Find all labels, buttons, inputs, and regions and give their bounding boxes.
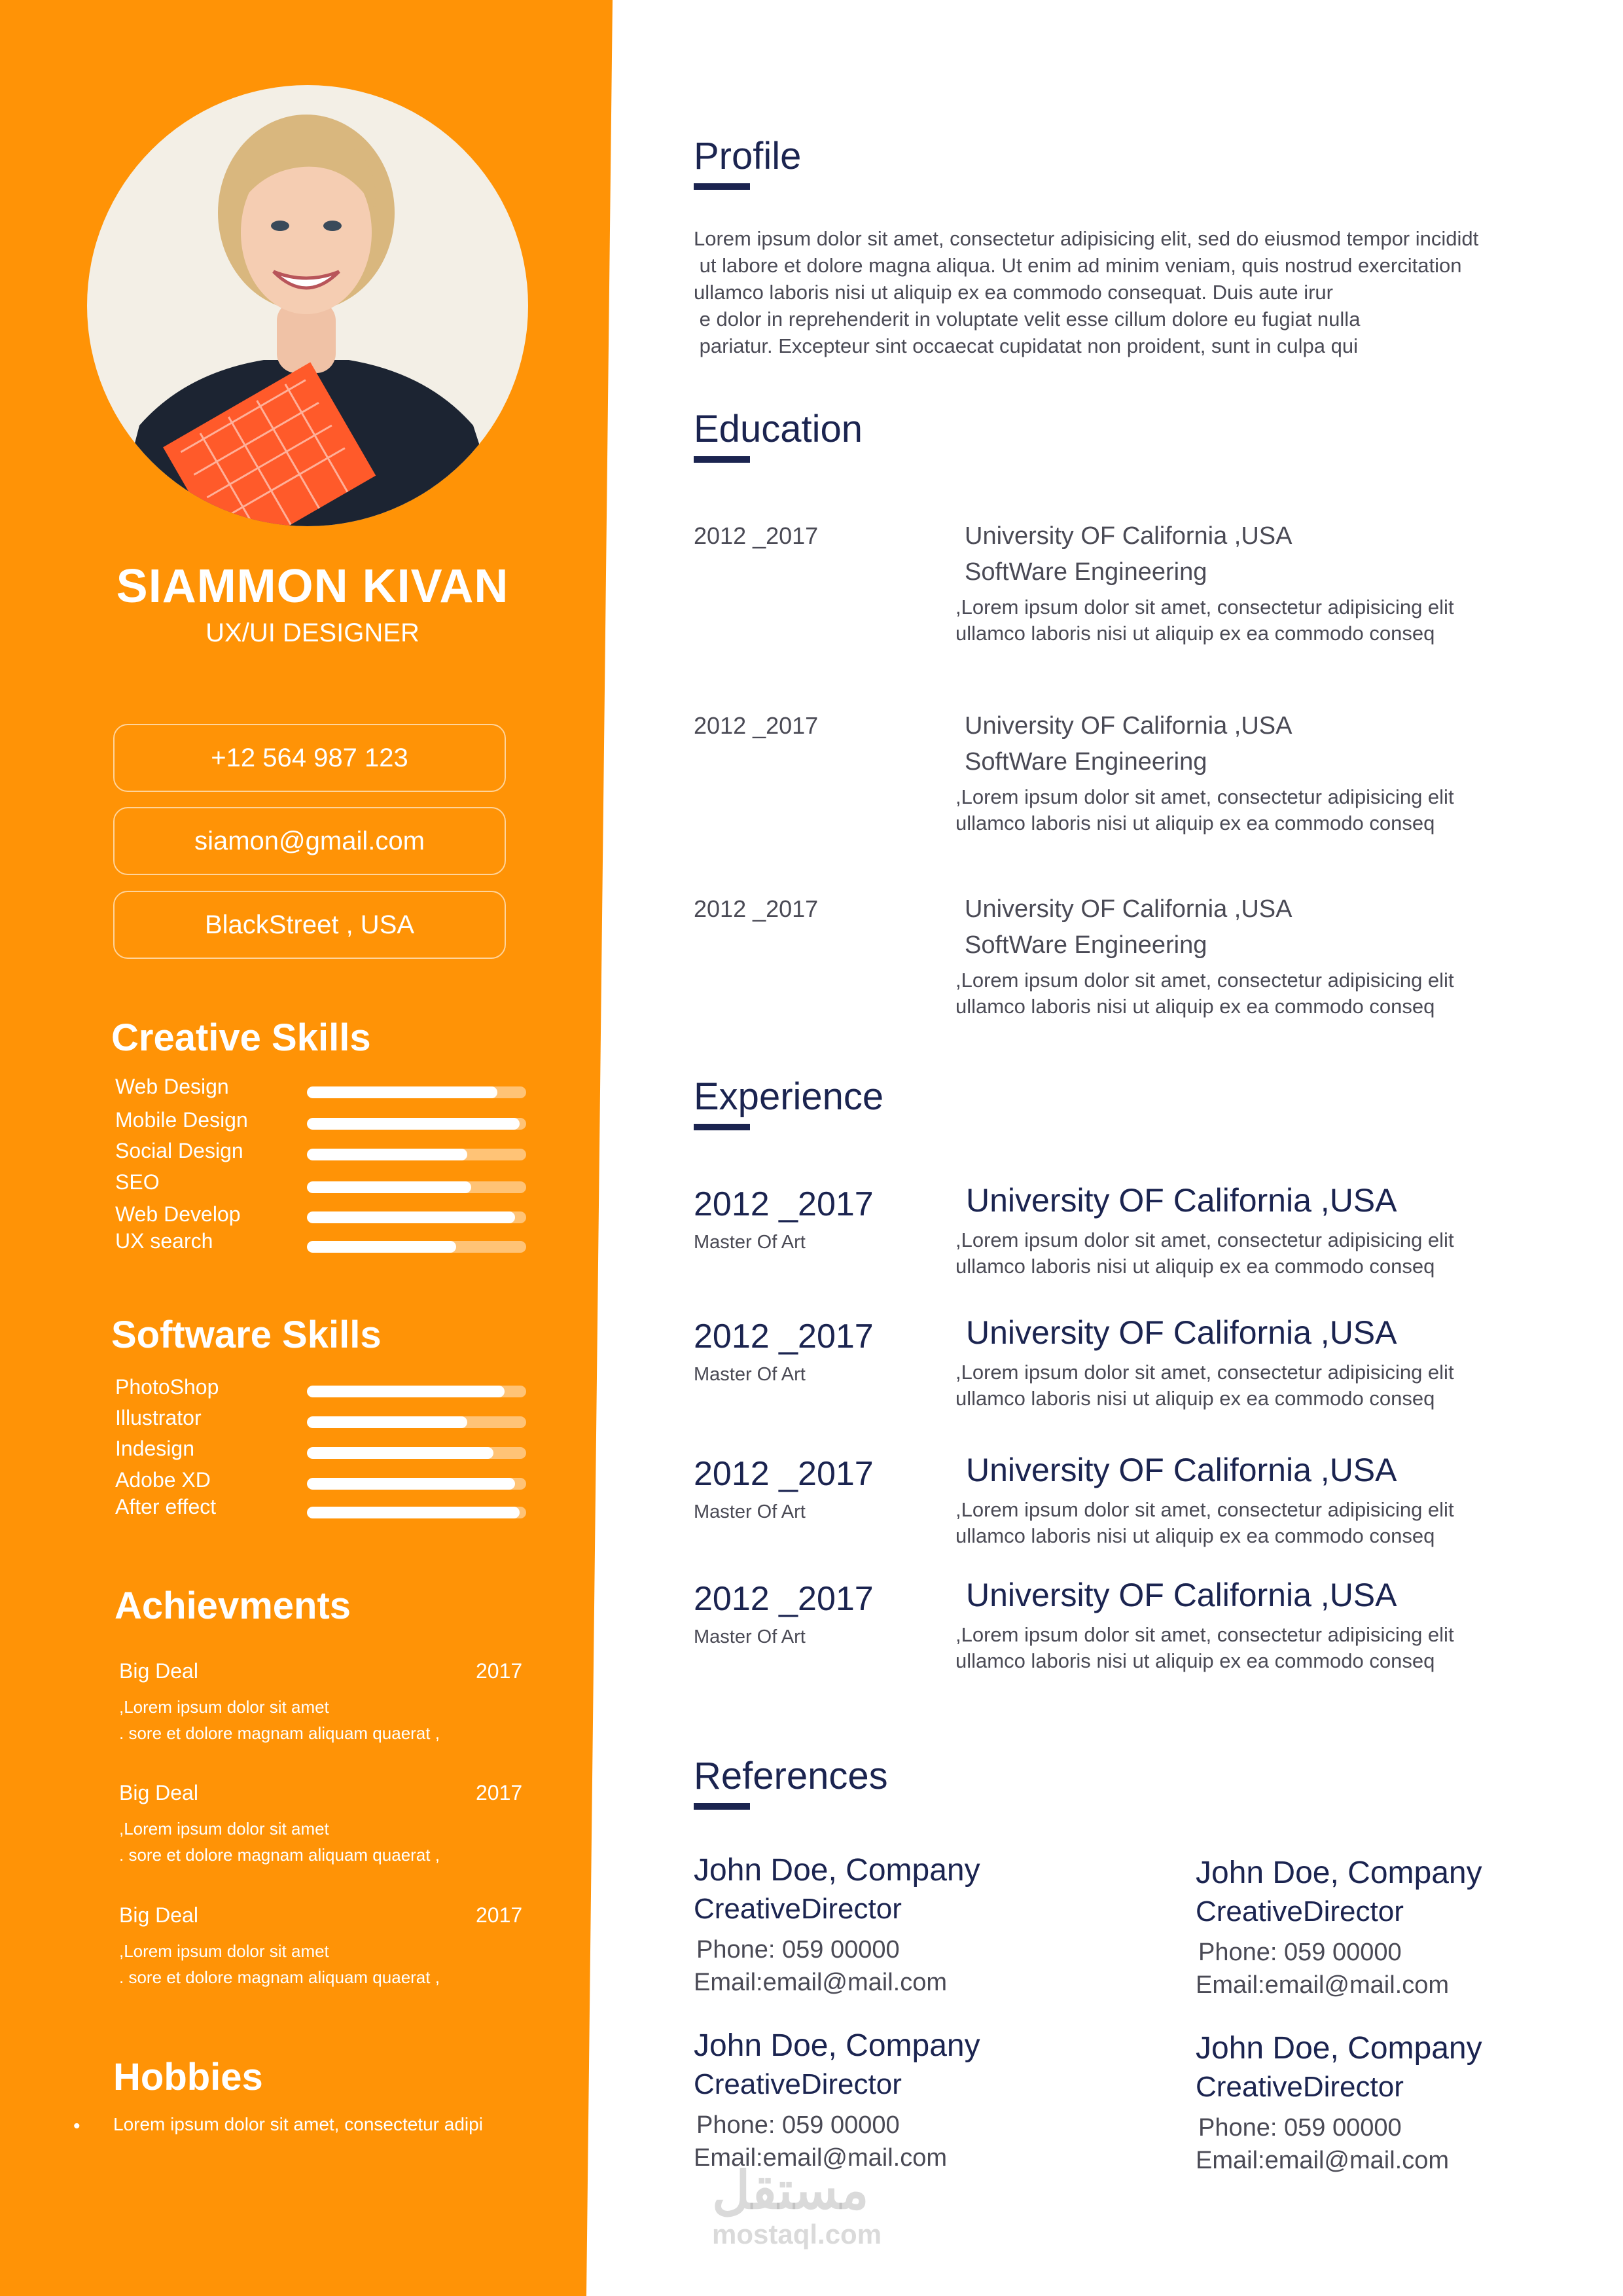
- skill-bar-fill: [307, 1507, 520, 1518]
- education-description: ,Lorem ipsum dolor sit amet, consectetur adipisicing elit: [955, 596, 1454, 619]
- achievement-line: . sore et dolore magnam aliquam quaerat ,: [119, 1967, 440, 1987]
- achievement-line: ,Lorem ipsum dolor sit amet: [119, 1697, 329, 1717]
- skill-label: After effect: [115, 1495, 217, 1518]
- watermark-latin: mostaql.com: [712, 2219, 882, 2250]
- profile-line: ut labore et dolore magna aliqua. Ut enim ad minim veniam, quis nostrud exercitation: [694, 254, 1462, 277]
- experience-degree: Master Of Art: [694, 1626, 806, 1647]
- achievement-line: ,Lorem ipsum dolor sit amet: [119, 1819, 329, 1839]
- achievement-year: 2017: [476, 1781, 523, 1804]
- skill-label: Web Develop: [115, 1202, 241, 1226]
- address-field[interactable]: BlackStreet , USA: [113, 891, 506, 959]
- experience-years: 2012 _2017: [694, 1185, 874, 1223]
- skill-label: Mobile Design: [115, 1108, 248, 1132]
- experience-underline: [694, 1124, 750, 1130]
- achievements-title: Achievments: [115, 1585, 351, 1627]
- skill-label: PhotoShop: [115, 1375, 219, 1399]
- person-name: SIAMMON KIVAN: [116, 560, 509, 613]
- experience-university: University OF California ,USA: [966, 1577, 1397, 1613]
- reference-title: CreativeDirector: [1196, 2071, 1404, 2103]
- profile-line: ullamco laboris nisi ut aliquip ex ea commodo consequat. Duis aute irur: [694, 281, 1333, 304]
- profile-title: Profile: [694, 135, 802, 177]
- person-role: UX/UI DESIGNER: [205, 619, 419, 647]
- achievement-title: Big Deal: [119, 1781, 198, 1804]
- hobbies-title: Hobbies: [113, 2056, 263, 2098]
- experience-description: ullamco laboris nisi ut aliquip ex ea commodo conseq: [955, 1649, 1435, 1672]
- reference-phone: Phone: 059 00000: [696, 1936, 900, 1964]
- experience-university: University OF California ,USA: [966, 1314, 1397, 1351]
- experience-years: 2012 _2017: [694, 1318, 874, 1355]
- reference-title: CreativeDirector: [1196, 1895, 1404, 1928]
- experience-description: ,Lorem ipsum dolor sit amet, consectetur adipisicing elit: [955, 1623, 1454, 1646]
- skill-bar-fill: [307, 1478, 515, 1490]
- creative-skills-title: Creative Skills: [111, 1016, 371, 1059]
- achievement-title: Big Deal: [119, 1659, 198, 1683]
- reference-email: Email:email@mail.com: [694, 1969, 947, 1996]
- education-description: ullamco laboris nisi ut aliquip ex ea commodo conseq: [955, 812, 1435, 834]
- education-description: ,Lorem ipsum dolor sit amet, consectetur adipisicing elit: [955, 969, 1454, 992]
- reference-name: John Doe, Company: [694, 1853, 980, 1888]
- experience-description: ,Lorem ipsum dolor sit amet, consectetur adipisicing elit: [955, 1361, 1454, 1384]
- skill-bar: [307, 1086, 526, 1098]
- experience-years: 2012 _2017: [694, 1580, 874, 1618]
- skill-bar: [307, 1118, 526, 1130]
- reference-title: CreativeDirector: [694, 1893, 902, 1925]
- skill-bar: [307, 1478, 526, 1490]
- education-university: University OF California ,USA: [965, 712, 1293, 740]
- education-description: ,Lorem ipsum dolor sit amet, consectetur adipisicing elit: [955, 785, 1454, 808]
- reference-name: John Doe, Company: [1196, 2031, 1482, 2066]
- skill-bar: [307, 1241, 526, 1253]
- reference-phone: Phone: 059 00000: [696, 2111, 900, 2139]
- skill-bar: [307, 1416, 526, 1428]
- achievement-line: . sore et dolore magnam aliquam quaerat ,: [119, 1845, 440, 1865]
- skill-label: Illustrator: [115, 1406, 202, 1429]
- experience-description: ullamco laboris nisi ut aliquip ex ea commodo conseq: [955, 1255, 1435, 1278]
- education-years: 2012 _2017: [694, 522, 819, 549]
- education-description: ullamco laboris nisi ut aliquip ex ea commodo conseq: [955, 995, 1435, 1018]
- reference-email: Email:email@mail.com: [1196, 1971, 1449, 1999]
- skill-bar-fill: [307, 1241, 456, 1253]
- experience-title: Experience: [694, 1075, 884, 1118]
- education-degree: SoftWare Engineering: [965, 558, 1207, 586]
- skill-bar-fill: [307, 1386, 505, 1397]
- hobbies-text: Lorem ipsum dolor sit amet, consectetur adipi: [113, 2114, 483, 2134]
- profile-line: Lorem ipsum dolor sit amet, consectetur adipisicing elit, sed do eiusmod tempor incididt: [694, 227, 1479, 250]
- skill-bar-fill: [307, 1211, 515, 1223]
- achievement-year: 2017: [476, 1659, 523, 1683]
- education-description: ullamco laboris nisi ut aliquip ex ea commodo conseq: [955, 622, 1435, 645]
- achievement-year: 2017: [476, 1903, 523, 1927]
- profile-photo: [87, 85, 529, 527]
- profile-paragraph: [694, 225, 1564, 359]
- experience-years: 2012 _2017: [694, 1455, 874, 1493]
- achievement-line: . sore et dolore magnam aliquam quaerat ,: [119, 1723, 440, 1743]
- skill-bar-fill: [307, 1118, 520, 1130]
- achievement-line: ,Lorem ipsum dolor sit amet: [119, 1941, 329, 1961]
- phone-field[interactable]: +12 564 987 123: [113, 724, 506, 792]
- experience-description: ullamco laboris nisi ut aliquip ex ea commodo conseq: [955, 1387, 1435, 1410]
- skill-label: Indesign: [115, 1437, 194, 1460]
- experience-university: University OF California ,USA: [966, 1452, 1397, 1488]
- reference-phone: Phone: 059 00000: [1198, 1939, 1402, 1966]
- skill-bar: [307, 1447, 526, 1459]
- skill-bar: [307, 1149, 526, 1160]
- experience-degree: Master Of Art: [694, 1232, 806, 1253]
- experience-description: ullamco laboris nisi ut aliquip ex ea commodo conseq: [955, 1524, 1435, 1547]
- skill-label: UX search: [115, 1229, 213, 1253]
- software-skills-title: Software Skills: [111, 1314, 382, 1356]
- email-field[interactable]: siamon@gmail.com: [113, 807, 506, 875]
- skill-label: Adobe XD: [115, 1468, 211, 1492]
- reference-name: John Doe, Company: [1196, 1856, 1482, 1890]
- experience-description: ,Lorem ipsum dolor sit amet, consectetur adipisicing elit: [955, 1498, 1454, 1521]
- achievement-title: Big Deal: [119, 1903, 198, 1927]
- reference-email: Email:email@mail.com: [694, 2144, 947, 2172]
- education-university: University OF California ,USA: [965, 522, 1293, 550]
- education-title: Education: [694, 408, 863, 450]
- profile-line: e dolor in reprehenderit in voluptate velit esse cillum dolore eu fugiat nulla: [694, 308, 1361, 331]
- experience-degree: Master Of Art: [694, 1364, 806, 1385]
- references-underline: [694, 1803, 750, 1810]
- skill-bar: [307, 1507, 526, 1518]
- references-title: References: [694, 1755, 888, 1797]
- skill-bar-fill: [307, 1447, 493, 1459]
- skill-label: Web Design: [115, 1075, 229, 1098]
- skill-label: SEO: [115, 1170, 160, 1194]
- skill-bar-fill: [307, 1086, 497, 1098]
- education-degree: SoftWare Engineering: [965, 748, 1207, 776]
- skill-bar-fill: [307, 1416, 467, 1428]
- education-underline: [694, 456, 750, 463]
- profile-line: pariatur. Excepteur sint occaecat cupidatat non proident, sunt in culpa qui: [694, 334, 1359, 357]
- reference-phone: Phone: 059 00000: [1198, 2114, 1402, 2142]
- skill-bar: [307, 1211, 526, 1223]
- reference-name: John Doe, Company: [694, 2028, 980, 2063]
- experience-degree: Master Of Art: [694, 1501, 806, 1522]
- reference-title: CreativeDirector: [694, 2068, 902, 2100]
- skill-bar-fill: [307, 1181, 471, 1193]
- skill-bar: [307, 1181, 526, 1193]
- bullet-icon: •: [73, 2115, 80, 2137]
- education-university: University OF California ,USA: [965, 895, 1293, 923]
- education-years: 2012 _2017: [694, 895, 819, 922]
- experience-description: ,Lorem ipsum dolor sit amet, consectetur adipisicing elit: [955, 1229, 1454, 1251]
- skill-label: Social Design: [115, 1139, 243, 1162]
- experience-university: University OF California ,USA: [966, 1182, 1397, 1219]
- education-years: 2012 _2017: [694, 712, 819, 739]
- education-degree: SoftWare Engineering: [965, 931, 1207, 959]
- watermark-arabic: مستقل: [712, 2161, 869, 2219]
- skill-bar-fill: [307, 1149, 467, 1160]
- reference-email: Email:email@mail.com: [1196, 2147, 1449, 2174]
- skill-bar: [307, 1386, 526, 1397]
- profile-underline: [694, 183, 750, 190]
